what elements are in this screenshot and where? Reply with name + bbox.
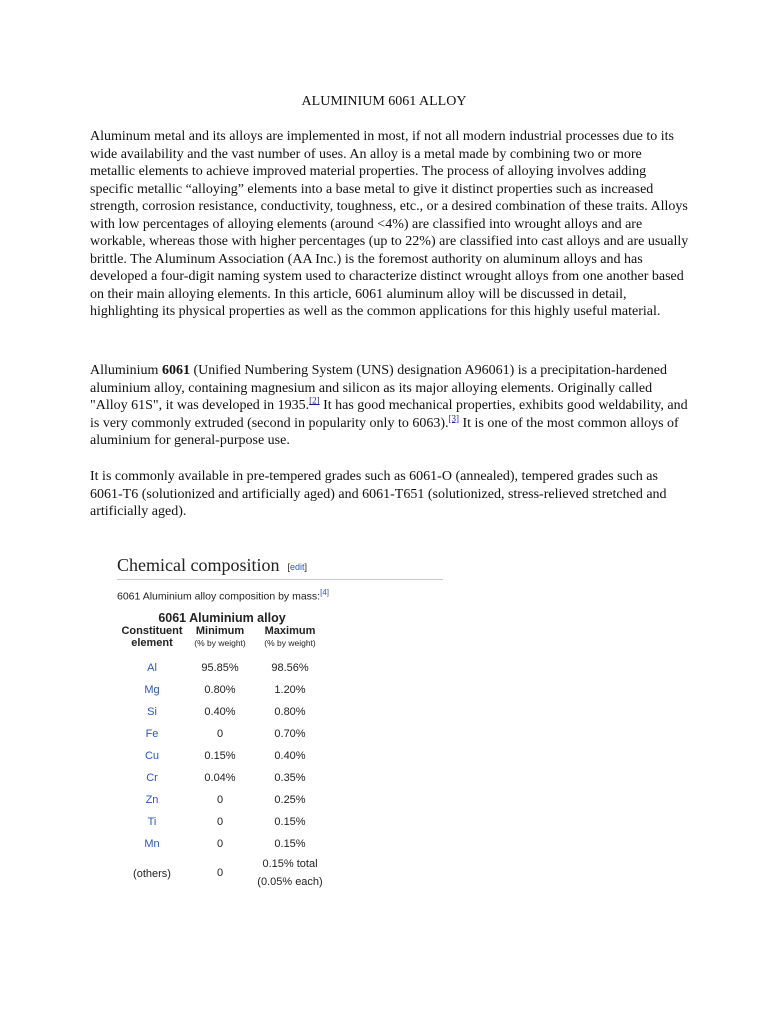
edit-bracket-open: [ <box>287 561 290 572</box>
table-caption <box>117 588 447 603</box>
table-row <box>117 679 327 701</box>
alloy-paragraph-mid1: (Unified Numbering System (UNS) designation A96061) is a precipitation-hardened aluminium alloy, containing magnesium and silicon as its major alloying elements. Originally called "Alloy 61S", it was developed in 1935. <box>90 363 668 413</box>
cell-max: 0.35% <box>274 771 306 784</box>
cell-element[interactable]: Cr <box>146 771 158 784</box>
header-maximum-sub: (% by weight) <box>264 637 316 648</box>
edit-link-wrapper <box>287 562 307 572</box>
cell-max: 98.56% <box>271 661 309 674</box>
edit-link[interactable]: edit <box>290 561 305 572</box>
composition-rows <box>117 657 327 855</box>
section-heading-text: Chemical composition <box>117 555 280 575</box>
header-minimum: Minimum <box>195 624 245 637</box>
cell-element[interactable]: Mg <box>144 683 160 696</box>
table-row <box>117 701 327 723</box>
reference-link-4[interactable]: [4] <box>320 588 330 597</box>
header-constituent-sub: element <box>131 636 173 649</box>
table-row <box>117 745 327 767</box>
caption-text: 6061 Aluminium alloy composition by mass: <box>117 590 321 603</box>
cell-min: 0.04% <box>204 771 236 784</box>
cell-element[interactable]: Ti <box>147 815 157 828</box>
cell-min: 0 <box>216 837 224 850</box>
alloy-paragraph <box>90 362 690 450</box>
section-heading <box>117 555 443 580</box>
others-max-each: (0.05% each) <box>257 875 323 888</box>
cell-max: 0.40% <box>274 749 306 762</box>
cell-element[interactable]: Al <box>147 661 157 674</box>
cell-element[interactable]: Fe <box>145 727 159 740</box>
cell-max: 0.25% <box>274 793 306 806</box>
others-min: 0 <box>216 866 224 879</box>
alloy-paragraph-mid2: It has good mechanical properties, exhibits good weldability, and is very commonly extruded (second in popularity only to 6063). <box>90 398 688 431</box>
composition-table <box>117 611 327 891</box>
table-row <box>117 789 327 811</box>
document-title: ALUMINIUM 6061 ALLOY <box>301 94 467 109</box>
cell-min: 0.15% <box>204 749 236 762</box>
cell-min: 0 <box>216 815 224 828</box>
cell-element[interactable]: Cu <box>144 749 160 762</box>
alloy-number: 6061 <box>161 363 190 378</box>
intro-paragraph: Aluminum metal and its alloys are implemented in most, if not all modern industrial processes due to its wide availability and the vast number of uses. An alloy is a metal made by combining two or more metallic elements to achieve improved material properties. The process of alloying involves adding specific metallic “alloying” elements into a base metal to give it distinct properties such as increased strength, corrosion resistance, conductivity, toughness, etc., or a desired combination of these traits. Alloys with low percentages of alloying elements (around <4%) are classified into wrought alloys and are workable, whereas those with higher percentages (up to 22%) are classified into cast alloys and are usually brittle. The Aluminum Association (AA Inc.) is the foremost authority on aluminum alloys and has developed a four-digit naming system used to characterize distinct wrought alloys from one another based on their main alloying elements. In this article, 6061 aluminum alloy will be discussed in detail, highlighting its physical properties as well as the common applications for this highly useful material. <box>90 129 689 319</box>
table-row <box>117 811 327 833</box>
cell-element[interactable]: Zn <box>145 793 159 806</box>
cell-min: 0.80% <box>204 683 236 696</box>
header-minimum-sub: (% by weight) <box>194 637 246 648</box>
grades-paragraph: It is commonly available in pre-tempered grades such as 6061-O (annealed), tempered grades such as 6061-T6 (solutionized and artificially aged) and 6061-T651 (solutionized, stress-relieved stretched and artificially aged). <box>90 469 667 519</box>
cell-min: 0 <box>216 793 224 806</box>
table-row <box>117 723 327 745</box>
reference-link-2[interactable]: [2] <box>309 395 320 406</box>
cell-max: 0.15% <box>274 815 306 828</box>
others-max-total: 0.15% total <box>262 857 318 870</box>
alloy-paragraph-pre: Alluminium <box>90 363 162 378</box>
table-row <box>117 657 327 679</box>
others-element: (others) <box>133 867 171 880</box>
cell-element[interactable]: Mn <box>144 837 160 850</box>
cell-min: 0.40% <box>204 705 236 718</box>
cell-max: 0.70% <box>274 727 306 740</box>
chemical-composition-section <box>117 555 447 891</box>
cell-max: 0.80% <box>274 705 306 718</box>
alloy-paragraph-post: It is one of the most common alloys of aluminium for general-purpose use. <box>90 415 679 448</box>
cell-max: 0.15% <box>274 837 306 850</box>
cell-element[interactable]: Si <box>147 705 157 718</box>
edit-bracket-close: ] <box>304 561 308 572</box>
table-row <box>117 767 327 789</box>
table-title: 6061 Aluminium alloy <box>158 610 286 625</box>
header-constituent: Constituent <box>121 624 183 637</box>
table-row <box>117 833 327 855</box>
header-maximum: Maximum <box>264 624 316 637</box>
cell-min: 0 <box>216 727 224 740</box>
reference-link-3[interactable]: [3] <box>448 412 459 423</box>
cell-max: 1.20% <box>274 683 306 696</box>
cell-min: 95.85% <box>201 661 239 674</box>
